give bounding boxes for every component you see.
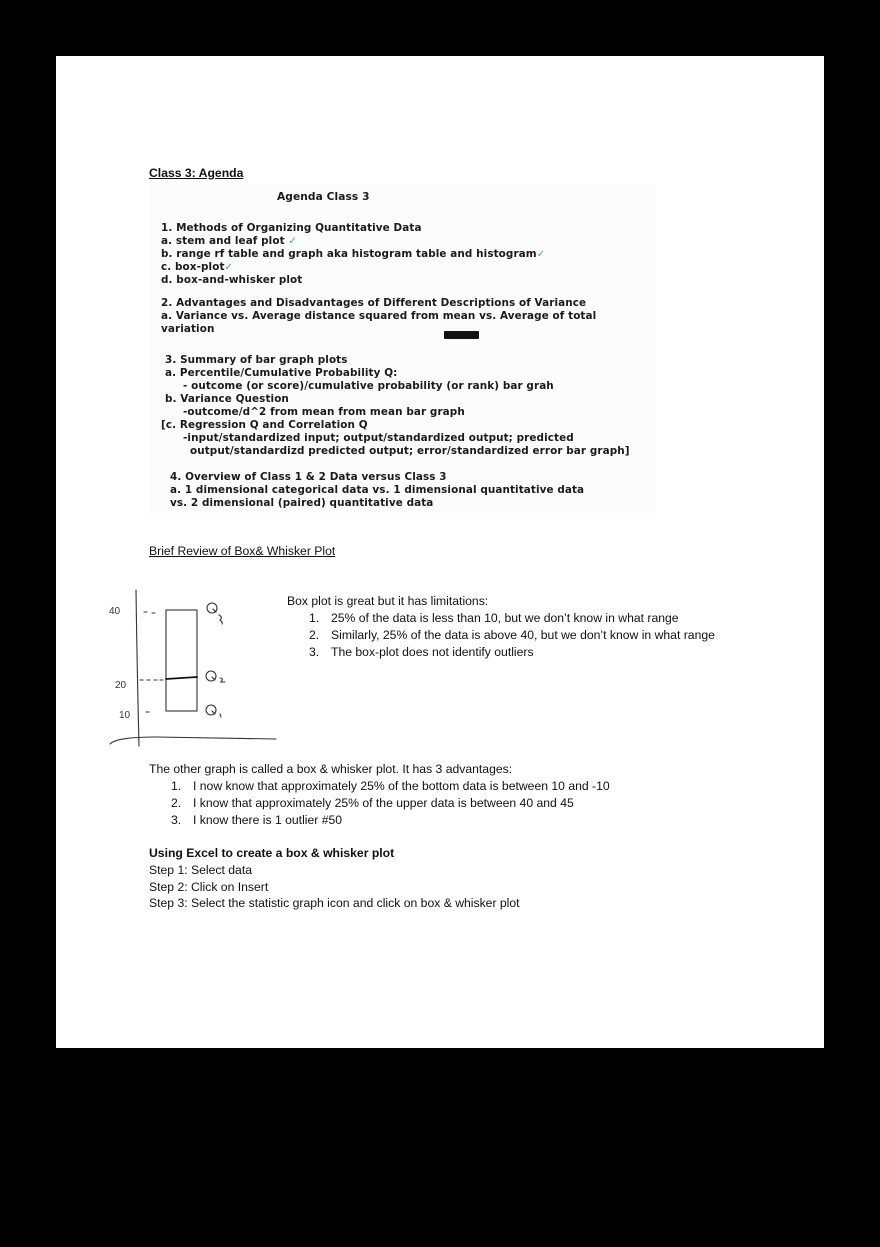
y-label-20: 20 <box>115 680 127 691</box>
y-label-10: 10 <box>119 710 131 721</box>
box-plot-sketch <box>96 584 281 754</box>
list-item: 2. I know that approximately 25% of the upper data is between 40 and 45 <box>171 795 574 810</box>
list-item: 1. I now know that approximately 25% of the bottom data is between 10 and -10 <box>171 779 610 793</box>
agenda-line: d. box-and-whisker plot <box>161 274 303 286</box>
limitations-list <box>309 610 715 660</box>
agenda-line: 2. Advantages and Disadvantages of Different Descriptions of Variance <box>161 297 587 309</box>
tooltip-overlay <box>444 331 479 339</box>
y-label-40: 40 <box>109 606 121 617</box>
check-mark-icon: ✓ <box>536 249 546 260</box>
check-mark-icon: ✓ <box>288 236 297 247</box>
agenda-line: a. Percentile/Cumulative Probability Q: <box>165 367 398 379</box>
agenda-line: 4. Overview of Class 1 & 2 Data versus Class 3 <box>170 471 447 483</box>
excel-step-1: Step 1: Select data <box>149 863 252 877</box>
agenda-line: c. box-plot✓ <box>161 261 234 273</box>
agenda-line: - outcome (or score)/cumulative probability (or rank) bar grah <box>183 380 554 392</box>
excel-title: Using Excel to create a box & whisker plot <box>149 846 395 860</box>
excel-step-3: Step 3: Select the statistic graph icon and click on box & whisker plot <box>149 896 520 910</box>
agenda-line: a. stem and leaf plot ✓ <box>161 235 297 247</box>
agenda-slide-title: Agenda Class 3 <box>277 191 370 203</box>
agenda-line: [c. Regression Q and Correlation Q <box>161 419 368 431</box>
list-item: 1. 25% of the data is less than 10, but we don’t know in what range <box>309 611 679 625</box>
agenda-line: vs. 2 dimensional (paired) quantitative data <box>170 497 434 509</box>
advantages-list <box>171 778 610 828</box>
agenda-line: 3. Summary of bar graph plots <box>165 354 348 366</box>
advantages-intro: The other graph is called a box & whisker plot. It has 3 advantages: <box>149 762 513 776</box>
document-page <box>56 56 824 1048</box>
list-item: 3. I know there is 1 outlier #50 <box>171 812 343 827</box>
agenda-line: -outcome/d^2 from mean from mean bar graph <box>183 406 465 418</box>
section-title: Class 3: Agenda <box>149 166 244 180</box>
agenda-line: 1. Methods of Organizing Quantitative Data <box>161 222 422 234</box>
excel-step-2: Step 2: Click on Insert <box>149 880 269 894</box>
list-item: 3. The box-plot does not identify outliers <box>309 644 534 659</box>
agenda-line: -input/standardized input; output/standardized output; predicted <box>183 432 574 444</box>
agenda-line: output/standardizd predicted output; error/standardized error bar graph] <box>190 445 630 457</box>
limitations-intro: Box plot is great but it has limitations: <box>287 594 489 608</box>
list-item: 2. Similarly, 25% of the data is above 40, but we don’t know in what range <box>309 627 715 642</box>
check-mark-icon: ✓ <box>224 262 234 273</box>
agenda-line: a. 1 dimensional categorical data vs. 1 dimensional quantitative data <box>170 484 585 496</box>
agenda-line: b. range rf table and graph aka histogram table and histogram✓ <box>161 248 546 260</box>
agenda-line: variation <box>161 323 215 335</box>
review-title: Brief Review of Box& Whisker Plot <box>149 544 336 558</box>
agenda-line: b. Variance Question <box>165 393 289 405</box>
agenda-line: a. Variance vs. Average distance squared from mean vs. Average of total <box>161 310 597 322</box>
agenda-slide-image <box>150 184 656 518</box>
